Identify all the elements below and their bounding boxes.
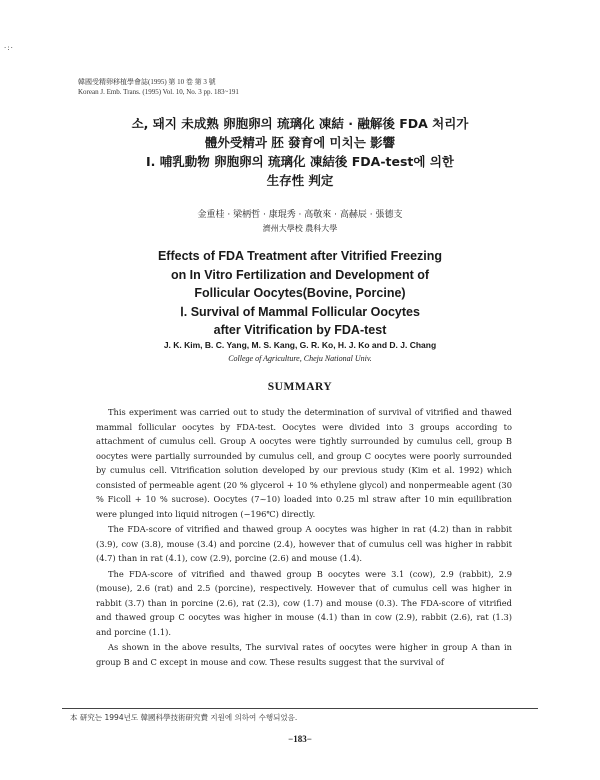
english-affiliation: College of Agriculture, Cheju National Univ. (228, 354, 372, 363)
summary-body (96, 405, 512, 670)
funding-footnote: 本 研究는 1994년도 韓國科學技術研究費 지원에 의하여 수행되었음. (70, 713, 298, 722)
summary-paragraph: As shown in the above results, The survival rates of oocytes were higher in group A than in group B and C except in mouse and cow. These results suggest that the survival of (96, 642, 512, 667)
english-title-line: Ⅰ. Survival of Mammal Follicular Oocytes (180, 304, 420, 319)
footnote-divider (62, 708, 538, 709)
english-title-line: Follicular Oocytes(Bovine, Porcine) (194, 286, 406, 300)
page-number: −183− (288, 734, 312, 744)
korean-title-line: I. 哺乳動物 卵胞卵의 琉璃化 凍結後 FDA-test에 의한 (146, 154, 454, 169)
korean-title-line: 生存性 判定 (266, 173, 334, 188)
korean-affiliation: 濟州大學校 農科大學 (262, 224, 338, 233)
summary-paragraph: The FDA-score of vitrified and thawed group A oocytes was higher in rat (4.2) than in rabbit (3.9), cow (3.8), mouse (3.4) and porcine (2.4), however that of cumulus cell was higher in rabbit (4.7) than in rat (4.1), cow (2.9), porcine (2.6) and mouse (1.4). (96, 524, 512, 563)
summary-heading: SUMMARY (267, 381, 333, 393)
korean-title (60, 114, 540, 190)
scan-corner-mark: ·:· (4, 44, 14, 52)
korean-authors: 金重桂 · 梁柄哲 · 康琨秀 · 高敬來 · 高赫辰 · 張德支 (197, 210, 403, 220)
journal-english-line: Korean J. Emb. Trans. (1995) Vol. 10, No. 3 pp. 183~191 (78, 88, 239, 96)
english-title (40, 247, 560, 340)
english-authors: J. K. Kim, B. C. Yang, M. S. Kang, G. R. Ko, H. J. Ko and D. J. Chang (163, 340, 437, 350)
summary-paragraph: The FDA-score of vitrified and thawed group B oocytes were 3.1 (cow), 2.9 (rabbit), 2.9 (mouse), 2.6 (rat) and 2.5 (porcine), respectively. However that of cumulus cell was higher in rabbit (3.7) than in porcine (2.6), rat (2.3), cow (1.7) and mouse (0.3). The FDA-score of vitrified and thawed group C oocytes was higher in mouse (4.1) than in cow (2.9), rabbit (2.6), rat (1.3) and porcine (1.1). (96, 568, 512, 637)
journal-korean-line: 韓國受精卵移植學會誌(1995) 第 10 卷 第 3 號 (78, 78, 216, 86)
summary-paragraph: This experiment was carried out to study the determination of survival of vitrified and thawed mammal follicular oocytes by FDA-test. Oocytes were divided into 3 groups according to attachment of cumulus cell. Group A oocytes were tightly surrounded by cumulus cell, group B oocytes were partially surrounded by cumulus cell, and group C oocytes were poorly surrounded by cumulus cell. Vitrification solution developed by our previous study (Kim et al. 1992) which consisted of permeable agent (20 % glycerol + 10 % ethylene glycol) and nonpermeable agent (30 % Ficoll + 10 % sucrose). Oocytes (7~10) loaded into 0.25 ml straw after 10 min equilibration were plunged into liquid nitrogen (−196℃) directly. (96, 407, 512, 519)
english-title-line: Effects of FDA Treatment after Vitrified Freezing (157, 249, 443, 263)
english-title-line: after Vitrification by FDA-test (213, 323, 387, 337)
journal-header (78, 77, 239, 97)
english-title-line: on In Vitro Fertilization and Development of (170, 267, 430, 282)
korean-title-line: 體外受精과 胚 發育에 미치는 影響 (204, 135, 396, 150)
korean-title-line: 소, 돼지 未成熟 卵胞卵의 琉璃化 凍結 · 融解後 FDA 처리가 (131, 116, 469, 131)
